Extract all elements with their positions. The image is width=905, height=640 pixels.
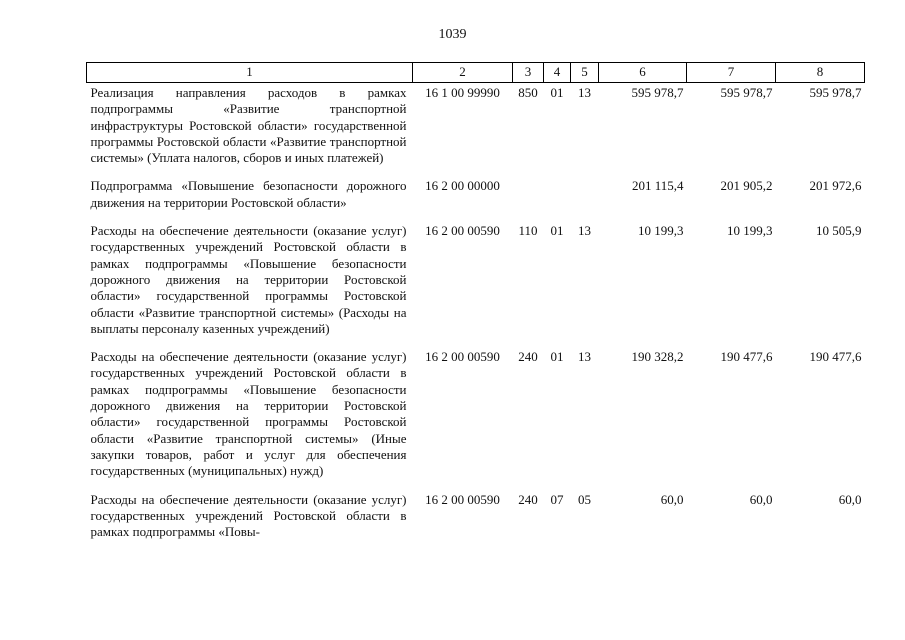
column-header-2: 2 xyxy=(413,63,513,83)
row-name: Расходы на обеспечение деятельности (оказание услуг) государственных учреждений Ростовской области в рамках подпрограммы «Повышение безопасности дорожного движения на территории Ростовской области» государственной программы Ростовской области «Развитие транспортной системы» (Расходы на выплаты персоналу казенных учреждений) xyxy=(90,223,407,336)
row-col5: 05 xyxy=(578,491,591,507)
row-code: 16 1 00 99990 xyxy=(425,85,500,100)
table-header-row xyxy=(87,63,865,83)
row-col4: 01 xyxy=(550,349,564,365)
row-name: Расходы на обеспечение деятельности (оказание услуг) государственных учреждений Ростовской области в рамках подпрограммы «Повы- xyxy=(90,491,407,540)
row-col4: 07 xyxy=(550,491,564,507)
table-row xyxy=(87,492,865,553)
row-col3: 850 xyxy=(518,85,538,100)
row-col7: 60,0 xyxy=(749,491,773,507)
row-col7: 201 905,2 xyxy=(720,178,773,194)
budget-table xyxy=(86,62,865,552)
row-code: 16 2 00 00590 xyxy=(425,223,500,239)
row-col8: 595 978,7 xyxy=(809,85,862,100)
row-col8: 201 972,6 xyxy=(809,178,862,194)
row-code: 16 2 00 00590 xyxy=(425,349,500,365)
row-col7: 10 199,3 xyxy=(727,223,773,239)
row-col6: 595 978,7 xyxy=(631,85,684,100)
row-col6: 10 199,3 xyxy=(638,223,684,239)
row-code: 16 2 00 00590 xyxy=(425,491,500,507)
row-name: Подпрограмма «Повышение безопасности дорожного движения на территории Ростовской области» xyxy=(90,178,407,210)
row-col3: 240 xyxy=(518,491,538,507)
row-col5: 13 xyxy=(578,223,591,239)
row-col8: 10 505,9 xyxy=(816,223,862,239)
column-header-4: 4 xyxy=(544,63,571,83)
column-header-7: 7 xyxy=(687,63,776,83)
row-col3: 110 xyxy=(518,223,538,239)
row-col7: 190 477,6 xyxy=(720,349,773,365)
row-col3 xyxy=(513,178,544,223)
column-header-3: 3 xyxy=(513,63,544,83)
row-col5 xyxy=(571,178,599,223)
column-header-8: 8 xyxy=(776,63,865,83)
row-col4 xyxy=(544,178,571,223)
table-row xyxy=(87,178,865,223)
row-col5: 13 xyxy=(578,85,591,100)
page-number: 1039 xyxy=(438,27,467,42)
row-col6: 60,0 xyxy=(660,491,684,507)
row-col7: 595 978,7 xyxy=(720,85,773,100)
row-col4: 01 xyxy=(550,223,564,239)
column-header-6: 6 xyxy=(599,63,687,83)
table-row xyxy=(87,223,865,349)
row-name: Реализация направления расходов в рамках подпрограммы «Развитие транспортной инфраструктуры Ростовской области» государственной программы Ростовской области «Развитие транспортной системы» (Уплата налогов, сборов и иных платежей) xyxy=(90,85,407,166)
row-name: Расходы на обеспечение деятельности (оказание услуг) государственных учреждений Ростовской области в рамках подпрограммы «Повышение безопасности дорожного движения на территории Ростовской области» государственной программы Ростовской области «Развитие транспортной системы» (Иные закупки товаров, работ и услуг для обеспечения государственных (муниципальных) нужд) xyxy=(90,349,407,479)
table-row xyxy=(87,83,865,179)
row-col6: 201 115,4 xyxy=(631,178,684,194)
row-code: 16 2 00 00000 xyxy=(425,178,500,194)
row-col8: 60,0 xyxy=(838,491,862,507)
row-col3: 240 xyxy=(518,349,538,365)
table-row xyxy=(87,349,865,491)
column-header-1: 1 xyxy=(87,63,413,83)
column-header-5: 5 xyxy=(571,63,599,83)
row-col4: 01 xyxy=(550,85,564,100)
row-col6: 190 328,2 xyxy=(631,349,684,365)
row-col5: 13 xyxy=(578,349,591,365)
row-col8: 190 477,6 xyxy=(809,349,862,365)
